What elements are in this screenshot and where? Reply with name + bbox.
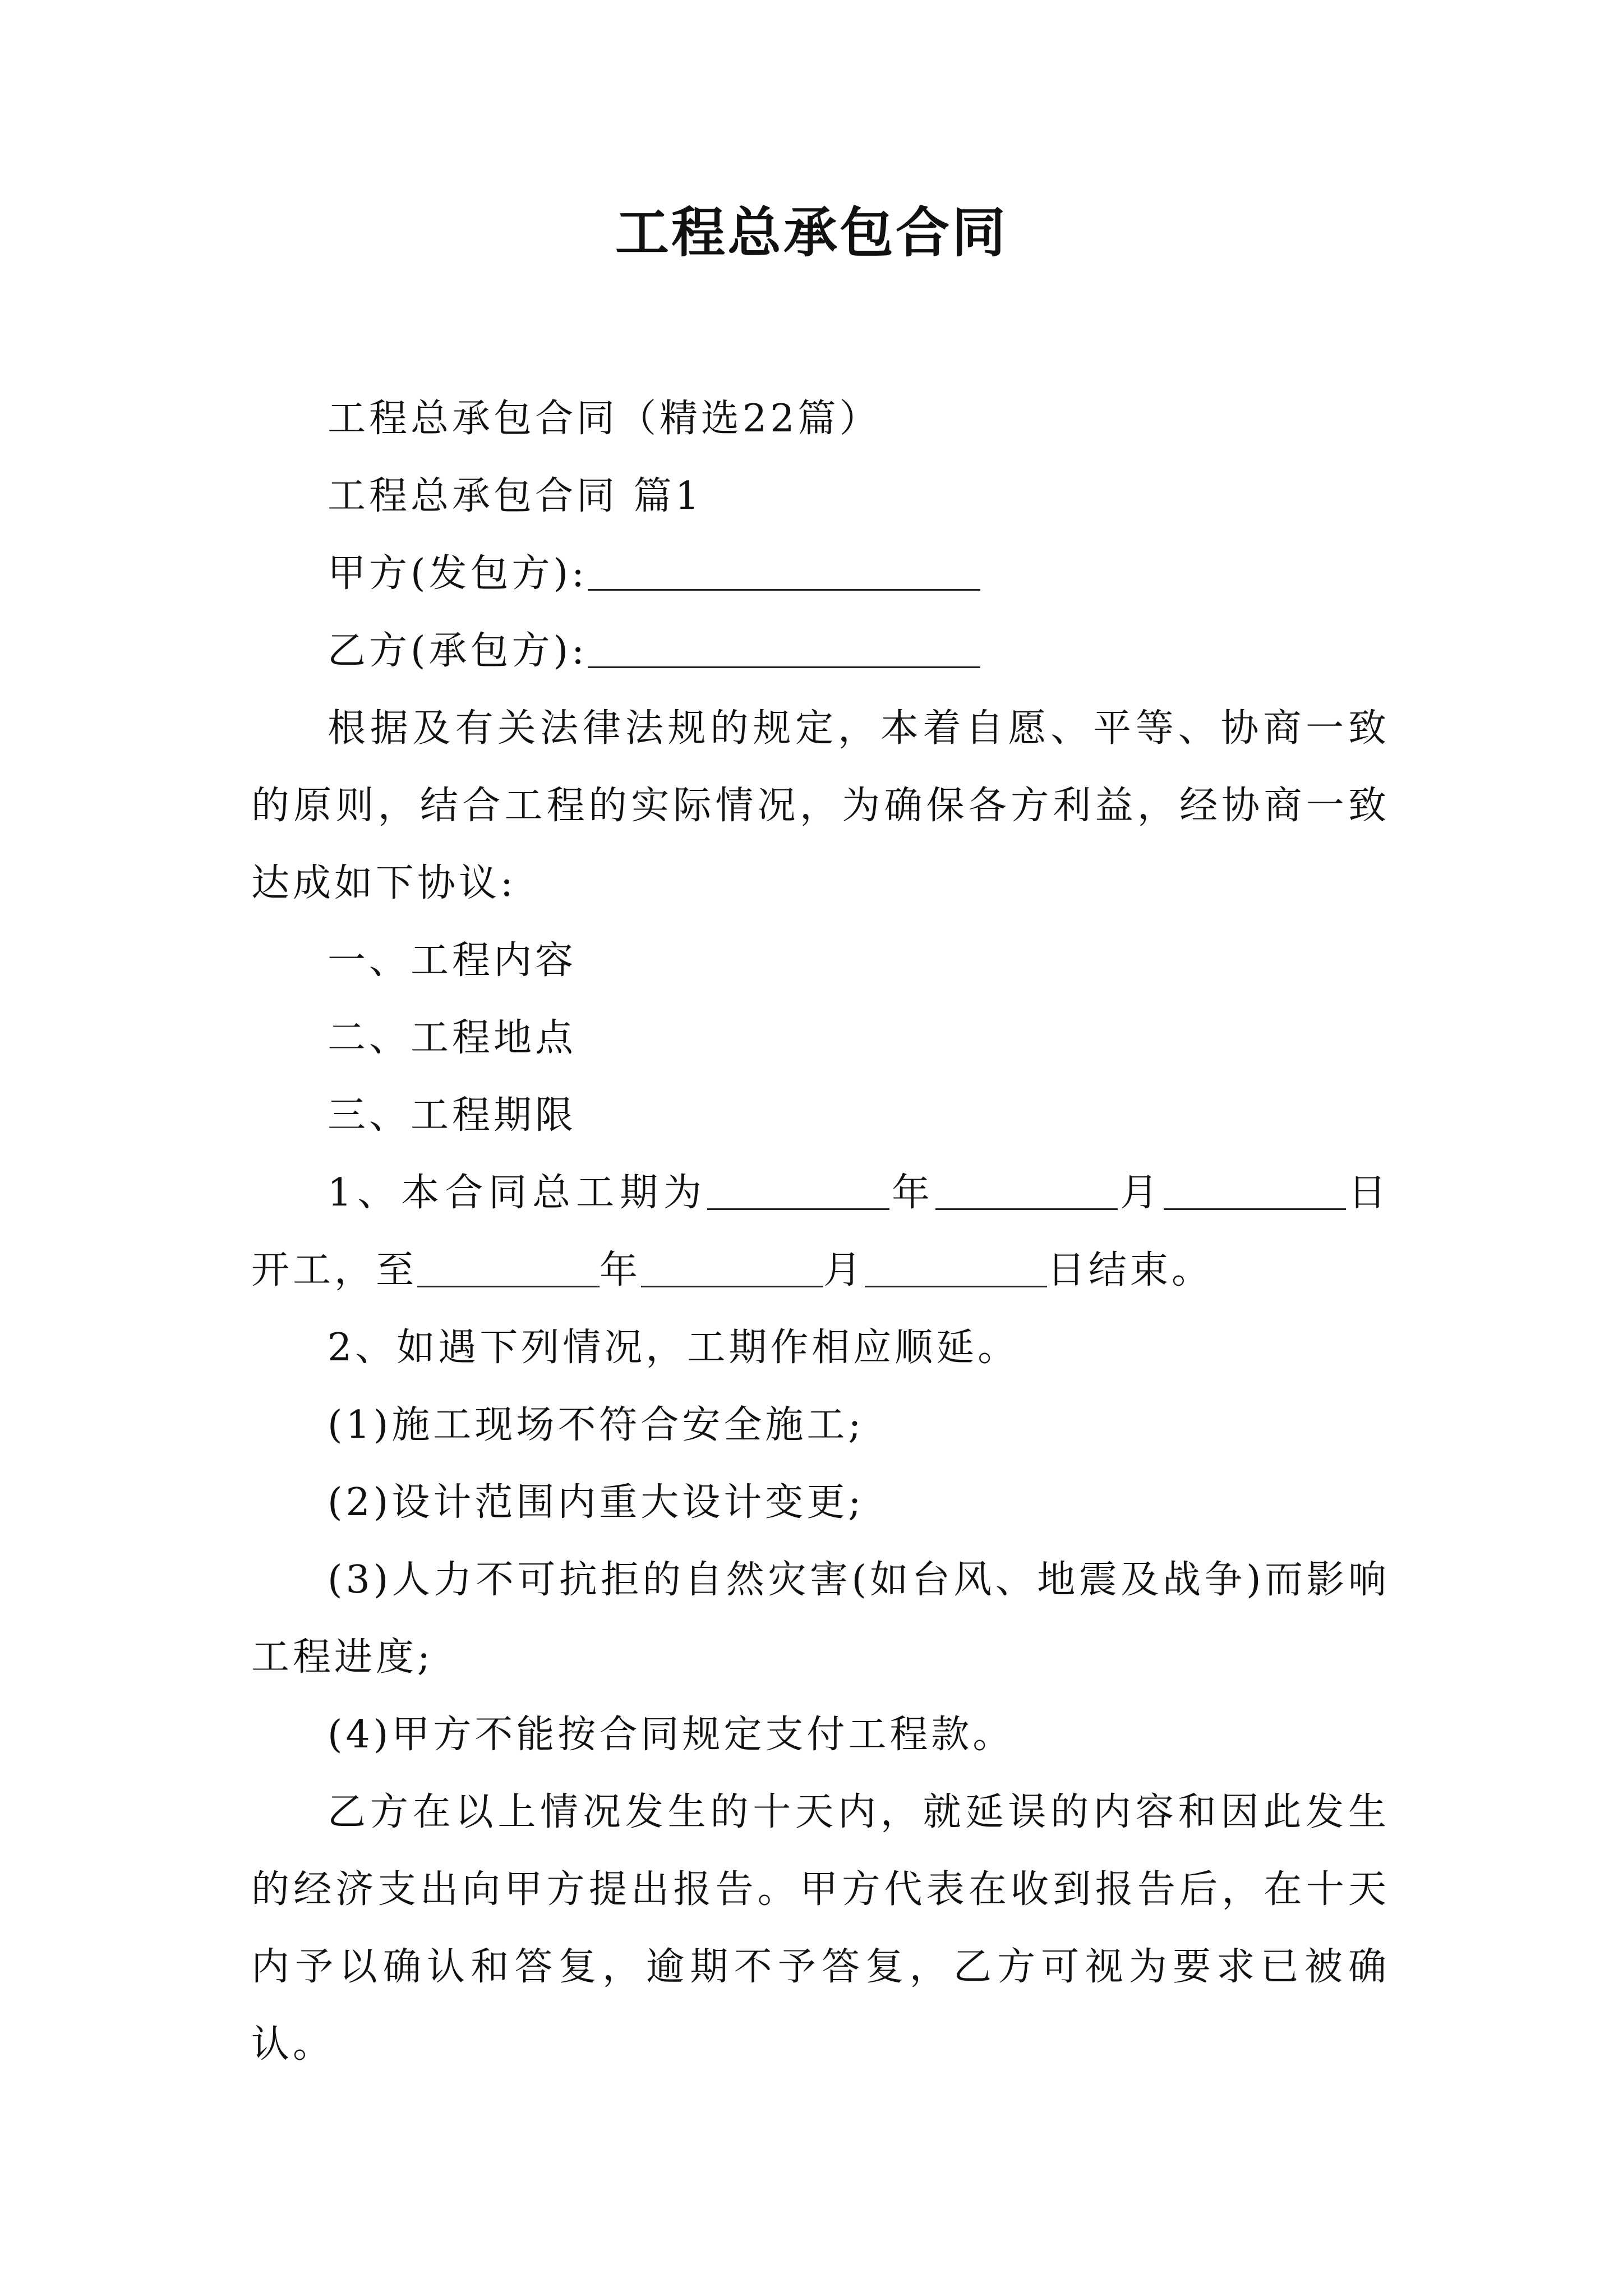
clause-location: 二、工程地点 <box>328 1016 577 1060</box>
party-b-blank <box>588 628 980 668</box>
start-month-label: 月 <box>1118 1171 1164 1215</box>
end-year-blank <box>417 1248 600 1287</box>
section-heading: 工程总承包合同 篇1 <box>328 474 703 518</box>
party-a-line <box>251 535 1390 613</box>
extension-item: (1)施工现场不符合安全施工; <box>328 1403 865 1447</box>
closing-paragraph: 乙方在以上情况发生的十天内，就延误的内容和因此发生的经济支出向甲方提出报告。甲方代表在收到报告后，在十天内予以确认和答复，逾期不予答复，乙方可视为要求已被确认。 <box>251 1790 1390 2067</box>
party-a-blank <box>588 551 980 591</box>
start-text: 日开工，至 <box>251 1171 1390 1292</box>
preamble-paragraph: 根据及有关法律法规的规定，本着自愿、平等、协商一致的原则，结合工程的实际情况，为确保各方利益，经协商一致达成如下协议: <box>251 706 1390 905</box>
party-a-label: 甲方(发包方): <box>328 551 588 596</box>
clause-content: 一、工程内容 <box>328 938 577 983</box>
start-year-label: 年 <box>889 1171 936 1215</box>
term-paragraph <box>251 1154 1390 1309</box>
party-b-line <box>251 613 1390 690</box>
extension-item: (3)人力不可抗拒的自然灾害(如台风、地震及战争)而影响工程进度; <box>251 1558 1390 1680</box>
end-month-blank <box>641 1248 823 1287</box>
end-day-blank <box>865 1248 1047 1287</box>
start-month-blank <box>935 1170 1118 1210</box>
extension-item: (4)甲方不能按合同规定支付工程款。 <box>328 1713 1015 1757</box>
end-month-label: 月 <box>823 1248 865 1292</box>
term-prefix: 1、本合同总工期为 <box>328 1171 708 1215</box>
document-title: 工程总承包合同 <box>615 201 1008 264</box>
clause-period: 三、工程期限 <box>328 1093 577 1138</box>
start-year-blank <box>707 1170 889 1210</box>
party-b-label: 乙方(承包方): <box>328 629 588 673</box>
end-year-label: 年 <box>600 1248 642 1292</box>
start-day-blank <box>1164 1170 1346 1210</box>
extension-item: (2)设计范围内重大设计变更; <box>328 1480 865 1525</box>
document-subtitle: 工程总承包合同（精选22篇） <box>328 397 881 441</box>
document-body <box>251 380 1390 2083</box>
extension-intro: 2、如遇下列情况，工期作相应顺延。 <box>328 1326 1020 1370</box>
end-text: 日结束。 <box>1047 1248 1214 1292</box>
